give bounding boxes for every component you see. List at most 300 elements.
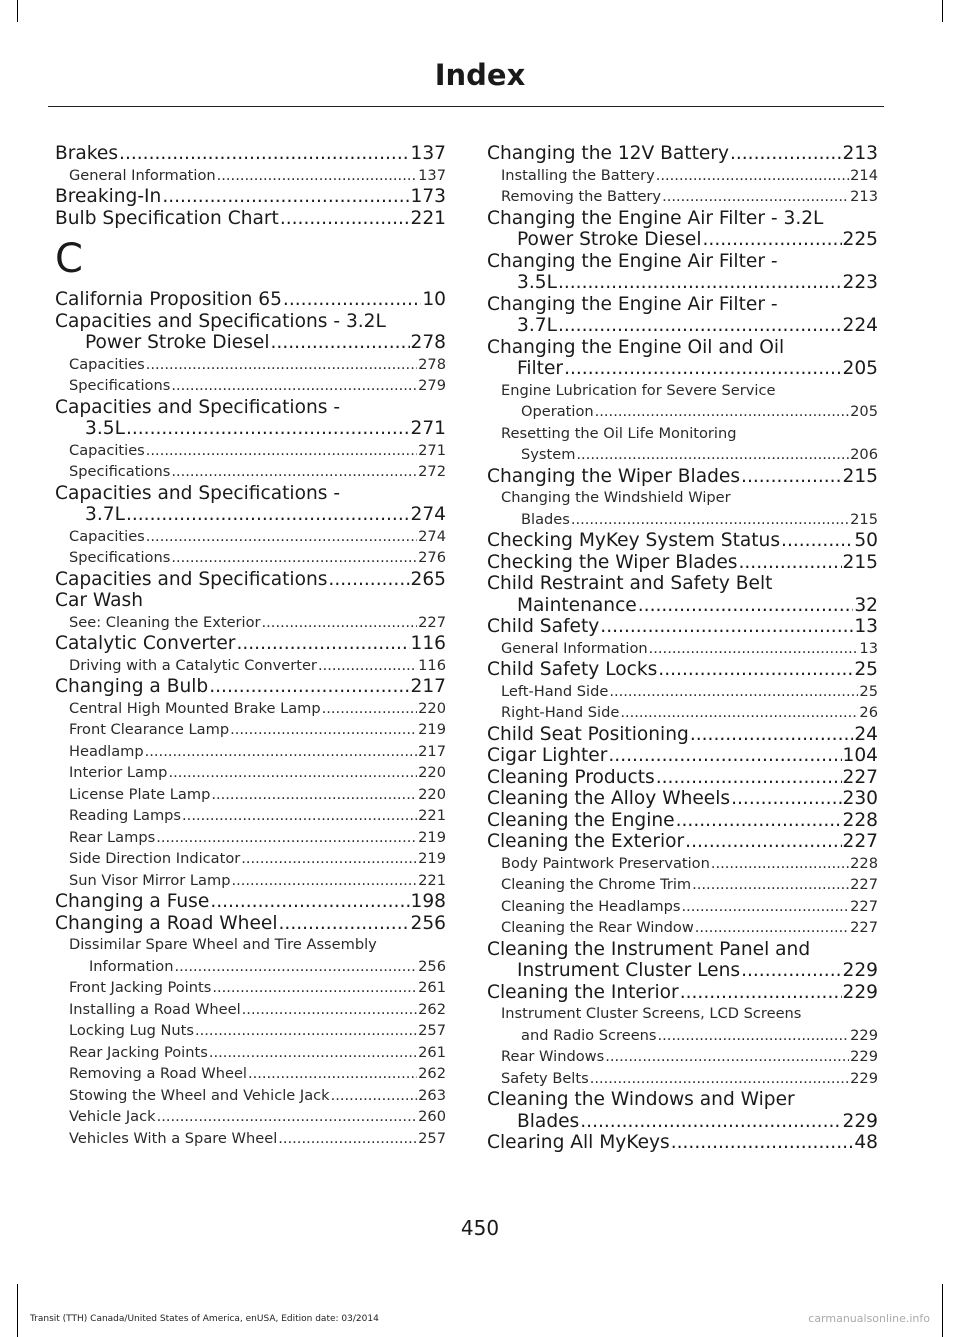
dot-leader <box>741 466 841 488</box>
index-page-ref: 217 <box>410 676 446 697</box>
index-entry[interactable] <box>487 530 878 552</box>
index-entry-text: Changing the Engine Air Filter - <box>487 250 778 272</box>
index-entry-text: Specifications <box>69 549 171 566</box>
index-entry-text: Specifications <box>69 377 171 394</box>
index-entry[interactable] <box>487 616 878 638</box>
index-page-ref: 228 <box>842 809 878 831</box>
dot-leader <box>685 831 841 853</box>
dot-leader <box>211 784 417 806</box>
dot-leader <box>600 616 853 638</box>
index-page-ref: 257 <box>418 1129 446 1147</box>
index-page-ref: 271 <box>410 418 446 439</box>
index-entry-text: Stowing the Wheel and Vehicle Jack <box>69 1086 330 1104</box>
dot-leader <box>241 848 417 870</box>
index-subentry[interactable] <box>487 380 878 423</box>
dot-leader <box>157 1106 418 1128</box>
index-entry-text: Changing the Wiper Blades <box>487 465 741 487</box>
index-entry-text: Sun Visor Mirror Lamp <box>69 871 231 889</box>
index-entry[interactable] <box>487 810 878 832</box>
index-subentry[interactable] <box>55 741 446 763</box>
index-entry[interactable] <box>55 676 446 698</box>
dot-leader <box>322 698 418 720</box>
index-entry-text: Cleaning the Headlamps <box>501 897 681 915</box>
index-entry-text: Safety Belts <box>501 1069 589 1087</box>
index-entry[interactable] <box>487 831 878 853</box>
index-subentry[interactable] <box>487 681 878 703</box>
crop-mark-bottom-left-v <box>17 1284 18 1337</box>
index-entry-text: Filter <box>517 358 564 379</box>
index-page-ref: 13 <box>859 639 878 657</box>
crop-mark-top-right-v <box>942 0 943 22</box>
index-entry-text: Capacities and Specifications <box>55 568 328 590</box>
index-page-ref: 278 <box>410 332 446 353</box>
index-entry-text: Child Safety Locks <box>487 659 658 680</box>
dot-leader <box>271 332 410 354</box>
dot-leader <box>609 681 858 703</box>
index-page-ref: 214 <box>850 166 878 184</box>
index-entry-text: 3.7L <box>517 315 557 336</box>
index-subentry[interactable] <box>55 870 446 892</box>
dot-leader <box>280 208 410 230</box>
index-page-ref: 257 <box>418 1022 446 1039</box>
dot-leader <box>649 638 859 660</box>
dot-leader <box>242 999 417 1021</box>
index-entry[interactable] <box>487 788 878 810</box>
index-subentry[interactable] <box>55 375 446 397</box>
index-entry-text: Capacities <box>69 355 145 373</box>
index-page-ref: 229 <box>850 1069 878 1087</box>
dot-leader <box>671 1132 854 1154</box>
index-entry-continuation <box>70 504 446 526</box>
index-page-ref: 256 <box>418 957 446 975</box>
index-entry-text: Capacities and Specifications - 3.2L <box>55 310 386 332</box>
dot-leader <box>318 655 417 677</box>
index-page-ref: 221 <box>418 871 446 889</box>
index-entry-continuation <box>501 444 878 466</box>
index-page-ref: 215 <box>842 465 878 487</box>
page-number: 450 <box>460 1216 500 1240</box>
index-entry-text: Resetting the Oil Life Monitoring <box>501 424 737 442</box>
index-page-ref: 228 <box>850 854 878 872</box>
dot-leader <box>680 982 842 1004</box>
dot-leader <box>171 547 417 569</box>
index-entry-text: Installing a Road Wheel <box>69 1000 241 1018</box>
index-page-ref: 229 <box>850 1026 878 1044</box>
dot-leader <box>703 229 842 251</box>
index-entry-text: Bulb Specification Chart <box>55 207 279 229</box>
index-page-ref: 173 <box>410 186 446 207</box>
index-entry-text: Capacities and Specifications - <box>55 396 341 418</box>
index-subentry[interactable] <box>487 917 878 939</box>
index-subentry[interactable] <box>487 1003 878 1046</box>
index-entry-continuation <box>502 229 878 251</box>
dot-leader <box>331 1085 418 1107</box>
index-page-ref: 205 <box>850 403 878 420</box>
index-page-ref: 262 <box>418 1065 446 1082</box>
index-subentry[interactable] <box>55 719 446 741</box>
index-entry[interactable] <box>487 1089 878 1132</box>
index-entry-text: Cigar Lighter <box>487 745 608 766</box>
index-page-ref: 274 <box>410 504 446 525</box>
index-entry[interactable] <box>487 724 878 746</box>
index-entry-text: Removing the Battery <box>501 188 662 205</box>
index-column-left <box>55 143 446 1149</box>
index-entry-continuation <box>502 358 878 380</box>
index-subentry[interactable] <box>55 698 446 720</box>
index-subentry[interactable] <box>487 1046 878 1068</box>
index-page-ref: 279 <box>418 377 446 394</box>
index-entry-continuation <box>501 401 878 423</box>
index-entry[interactable] <box>487 251 878 294</box>
index-entry[interactable] <box>55 397 446 440</box>
index-subentry[interactable] <box>55 547 446 569</box>
index-subentry[interactable] <box>487 874 878 896</box>
index-subentry[interactable] <box>487 165 878 187</box>
index-subentry[interactable] <box>55 1020 446 1042</box>
index-subentry[interactable] <box>487 702 878 724</box>
dot-leader <box>662 186 849 208</box>
index-subentry[interactable] <box>55 354 446 376</box>
index-subentry[interactable] <box>55 440 446 462</box>
index-entry-text: Right-Hand Side <box>501 704 620 721</box>
index-page-ref: 220 <box>418 785 446 803</box>
index-entry[interactable] <box>55 186 446 208</box>
index-page-ref: 213 <box>842 143 878 164</box>
index-entry[interactable] <box>55 633 446 655</box>
index-entry-text: Interior Lamp <box>69 764 168 781</box>
index-page-ref: 261 <box>418 979 446 996</box>
index-entry-text: Checking the Wiper Blades <box>487 551 738 573</box>
index-entry-text: Brakes <box>55 143 119 164</box>
index-entry-text: Changing a Bulb <box>55 676 209 697</box>
index-page-ref: 274 <box>418 527 446 545</box>
index-entry[interactable] <box>487 982 878 1004</box>
dot-leader <box>564 358 841 380</box>
index-entry-text: Checking MyKey System Status <box>487 530 781 551</box>
index-page-ref: 260 <box>418 1108 446 1125</box>
index-page-ref: 116 <box>418 656 446 674</box>
index-entry[interactable] <box>55 289 446 311</box>
index-entry-text: Instrument Cluster Lens <box>517 960 741 981</box>
index-page-ref: 217 <box>418 742 446 760</box>
index-entry-text: Front Jacking Points <box>69 979 212 996</box>
index-page-ref: 137 <box>410 143 446 164</box>
index-entry-text: Information <box>89 957 174 975</box>
index-page-ref: 225 <box>842 229 878 250</box>
index-entry-text: Instrument Cluster Screens, LCD Screens <box>501 1005 802 1022</box>
index-subentry[interactable] <box>55 1085 446 1107</box>
dot-leader <box>262 612 418 634</box>
watermark: carmanualsonline.info <box>808 1312 930 1325</box>
dot-leader <box>248 1063 417 1085</box>
index-subentry[interactable] <box>487 1068 878 1090</box>
dot-leader <box>738 552 841 574</box>
index-entry-continuation <box>69 956 446 978</box>
index-entry-continuation <box>502 960 878 982</box>
index-page-ref: 104 <box>842 745 878 766</box>
dot-leader <box>638 595 854 617</box>
dot-leader <box>590 1068 849 1090</box>
dot-leader <box>146 354 417 376</box>
index-subentry[interactable] <box>55 762 446 784</box>
index-page-ref: 32 <box>854 594 878 616</box>
index-entry[interactable] <box>55 143 446 165</box>
index-page-ref: 223 <box>842 272 878 293</box>
index-entry-text: Cleaning the Interior <box>487 981 679 1003</box>
index-entry-text: Rear Lamps <box>69 828 156 846</box>
dot-leader <box>711 853 849 875</box>
index-entry-text: Operation <box>521 403 594 420</box>
index-entry-continuation <box>502 1111 878 1133</box>
index-entry-text: Changing the Windshield Wiper <box>501 489 731 506</box>
index-subentry[interactable] <box>55 1128 446 1150</box>
index-entry-text: Locking Lug Nuts <box>69 1022 195 1039</box>
index-entry-text: Removing a Road Wheel <box>69 1065 247 1082</box>
dot-leader <box>209 676 409 698</box>
index-page-ref: 215 <box>842 551 878 573</box>
index-entry[interactable] <box>487 466 878 488</box>
index-subentry[interactable] <box>55 999 446 1021</box>
dot-leader <box>231 870 417 892</box>
index-page-ref: 256 <box>410 912 446 934</box>
index-page-ref: 220 <box>418 764 446 781</box>
index-page-ref: 221 <box>410 207 446 229</box>
index-page-ref: 227 <box>850 897 878 915</box>
index-entry-text: License Plate Lamp <box>69 785 211 803</box>
index-entry[interactable] <box>487 337 878 380</box>
index-subentry[interactable] <box>55 784 446 806</box>
index-entry-text: Car Wash <box>55 590 143 611</box>
index-entry-text: Child Restraint and Safety Belt <box>487 573 773 594</box>
dot-leader <box>182 805 417 827</box>
index-entry[interactable] <box>55 590 446 612</box>
dot-leader <box>145 741 418 763</box>
index-entry-text: Blades <box>521 510 570 528</box>
index-column-right <box>487 143 878 1154</box>
index-page-ref: 205 <box>842 358 878 379</box>
dot-leader <box>171 375 417 397</box>
dot-leader <box>658 659 853 681</box>
index-entry[interactable] <box>487 208 878 251</box>
index-entry-text: Body Paintwork Preservation <box>501 854 710 872</box>
index-page-ref: 261 <box>418 1043 446 1061</box>
index-entry-continuation <box>502 272 878 294</box>
index-entry-text: Installing the Battery <box>501 166 655 184</box>
dot-leader <box>209 1042 417 1064</box>
index-entry-text: and Radio Screens <box>521 1026 657 1044</box>
index-entry-continuation <box>502 595 878 617</box>
index-entry-continuation <box>70 332 446 354</box>
index-page-ref: 227 <box>842 766 878 788</box>
index-entry-text: Cleaning the Windows and Wiper <box>487 1089 795 1110</box>
index-entry-text: Dissimilar Spare Wheel and Tire Assembly <box>69 936 377 953</box>
index-subentry[interactable] <box>487 896 878 918</box>
dot-leader <box>558 272 842 294</box>
index-section-letter: C <box>55 236 83 282</box>
dot-leader <box>279 913 410 935</box>
index-entry-text: Cleaning the Rear Window <box>501 919 694 936</box>
title-rule <box>48 106 884 107</box>
index-entry[interactable] <box>487 294 878 337</box>
index-page-ref: 219 <box>418 850 446 867</box>
index-entry-text: Blades <box>517 1110 580 1132</box>
index-subentry[interactable] <box>55 977 446 999</box>
index-entry-text: Front Clearance Lamp <box>69 721 230 738</box>
index-entry[interactable] <box>487 767 878 789</box>
index-entry-continuation <box>501 509 878 531</box>
index-entry[interactable] <box>55 311 446 354</box>
dot-leader <box>781 530 853 552</box>
index-entry-text: Vehicles With a Spare Wheel <box>69 1129 278 1147</box>
index-subentry[interactable] <box>55 612 446 634</box>
dot-leader <box>146 526 417 548</box>
index-subentry[interactable] <box>55 827 446 849</box>
dot-leader <box>210 891 409 913</box>
index-entry-text: Driving with a Catalytic Converter <box>69 656 317 674</box>
index-entry-text: Cleaning the Engine <box>487 809 675 831</box>
index-subentry[interactable] <box>55 655 446 677</box>
dot-leader <box>620 702 858 724</box>
dot-leader <box>156 827 417 849</box>
index-entry-text: Power Stroke Diesel <box>517 229 702 250</box>
index-entry-text: Left-Hand Side <box>501 682 609 700</box>
index-entry-text: System <box>521 446 576 463</box>
index-subentry[interactable] <box>487 487 878 530</box>
index-page-ref: 227 <box>850 876 878 893</box>
dot-leader <box>146 440 417 462</box>
index-entry[interactable] <box>487 552 878 574</box>
index-subentry[interactable] <box>55 1106 446 1128</box>
index-entry[interactable] <box>55 913 446 935</box>
index-entry-text: Reading Lamps <box>69 807 182 824</box>
index-page-ref: 278 <box>418 355 446 373</box>
index-entry[interactable] <box>487 143 878 165</box>
index-subentry[interactable] <box>487 186 878 208</box>
index-subentry[interactable] <box>55 461 446 483</box>
index-subentry[interactable] <box>55 805 446 827</box>
index-page-ref: 13 <box>854 616 878 637</box>
dot-leader <box>119 143 409 165</box>
index-page-ref: 229 <box>842 981 878 1003</box>
dot-leader <box>168 762 417 784</box>
index-entry-text: 3.7L <box>85 504 125 525</box>
dot-leader <box>580 1111 841 1133</box>
crop-mark-bottom-right-v <box>942 1284 943 1337</box>
page-title: Index <box>434 58 526 92</box>
dot-leader <box>195 1020 417 1042</box>
index-subentry[interactable] <box>55 165 446 187</box>
index-entry[interactable] <box>55 891 446 913</box>
index-entry-text: Catalytic Converter <box>55 633 236 654</box>
index-entry-text: 3.5L <box>85 418 125 439</box>
index-entry[interactable] <box>487 745 878 767</box>
index-entry-text: Cleaning the Chrome Trim <box>501 876 692 893</box>
dot-leader <box>608 745 841 767</box>
index-page-ref: 25 <box>859 682 878 700</box>
index-entry-text: Vehicle Jack <box>69 1108 156 1125</box>
index-subentry[interactable] <box>55 848 446 870</box>
index-subentry[interactable] <box>487 853 878 875</box>
index-page-ref: 116 <box>410 633 446 654</box>
index-entry[interactable] <box>55 569 446 591</box>
index-page-ref: 227 <box>850 919 878 936</box>
dot-leader <box>681 896 849 918</box>
index-page-ref: 262 <box>418 1000 446 1018</box>
index-entry-text: General Information <box>69 166 216 184</box>
index-entry-text: Changing a Fuse <box>55 891 210 912</box>
index-subentry[interactable] <box>487 423 878 466</box>
index-page-ref: 219 <box>418 828 446 846</box>
index-page-ref: 137 <box>418 166 446 184</box>
index-entry-text: General Information <box>501 639 648 657</box>
index-page-ref: 276 <box>418 549 446 566</box>
index-entry[interactable] <box>487 939 878 982</box>
dot-leader <box>695 917 849 939</box>
dot-leader <box>571 509 849 531</box>
index-subentry[interactable] <box>487 638 878 660</box>
index-page-ref: 229 <box>842 960 878 981</box>
dot-leader <box>730 143 842 165</box>
index-entry-text: Power Stroke Diesel <box>85 332 270 353</box>
index-entry-text: Side Direction Indicator <box>69 850 241 867</box>
dot-leader <box>676 810 842 832</box>
dot-leader <box>283 289 421 311</box>
index-entry-text: Headlamp <box>69 742 144 760</box>
index-entry[interactable] <box>55 208 446 230</box>
index-entry-text: Cleaning the Instrument Panel and <box>487 938 811 960</box>
dot-leader <box>731 788 841 810</box>
index-page-ref: 198 <box>410 891 446 912</box>
index-entry-continuation <box>502 315 878 337</box>
index-page-ref: 224 <box>842 315 878 336</box>
index-entry-text: Changing a Road Wheel <box>55 912 278 934</box>
dot-leader <box>278 1128 417 1150</box>
dot-leader <box>328 569 409 591</box>
index-entry-text: Central High Mounted Brake Lamp <box>69 699 321 717</box>
index-entry-text: See: Cleaning the Exterior <box>69 613 261 631</box>
index-subentry[interactable] <box>55 526 446 548</box>
index-entry[interactable] <box>487 659 878 681</box>
index-page-ref: 230 <box>842 788 878 809</box>
index-page-ref: 272 <box>418 463 446 480</box>
index-entry-text: Capacities <box>69 527 145 545</box>
index-entry[interactable] <box>55 483 446 526</box>
dot-leader <box>656 165 849 187</box>
dot-leader <box>595 401 850 423</box>
index-entry[interactable] <box>487 573 878 616</box>
index-entry-text: Maintenance <box>517 594 637 616</box>
crop-mark-top-left-v <box>17 0 18 22</box>
index-page-ref: 220 <box>418 699 446 717</box>
index-entry-text: Capacities <box>69 441 145 459</box>
index-page-ref: 219 <box>418 721 446 738</box>
index-entry-text: Changing the Engine Air Filter - <box>487 293 778 315</box>
index-page-ref: 221 <box>418 807 446 824</box>
index-entry-text: Clearing All MyKeys <box>487 1132 670 1153</box>
index-entry[interactable] <box>487 1132 878 1154</box>
index-subentry[interactable] <box>55 1063 446 1085</box>
index-subentry[interactable] <box>55 1042 446 1064</box>
index-entry-text: Specifications <box>69 463 171 480</box>
index-subentry[interactable] <box>55 934 446 977</box>
index-entry-text: Child Seat Positioning <box>487 723 689 745</box>
index-page-ref: 229 <box>850 1048 878 1065</box>
dot-leader <box>126 504 410 526</box>
index-page-ref: 50 <box>854 530 878 551</box>
index-entry-text: Cleaning the Exterior <box>487 831 685 852</box>
index-entry-continuation <box>501 1025 878 1047</box>
index-entry-text: Rear Windows <box>501 1048 605 1065</box>
